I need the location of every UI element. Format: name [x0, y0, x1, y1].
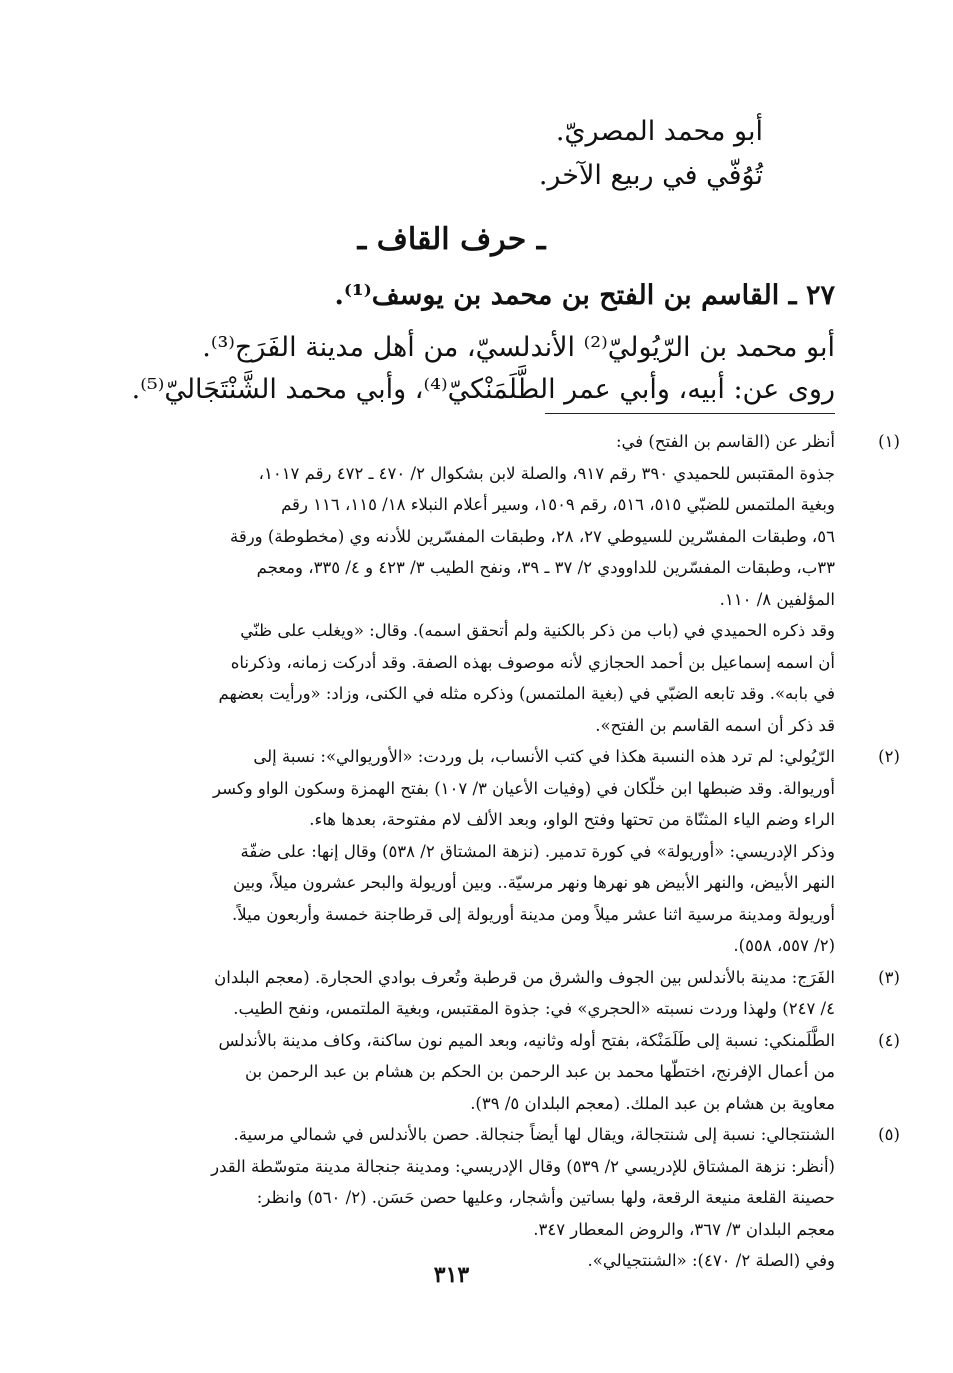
- top-line-2: تُوُفّي في ربيع الآخر.: [538, 160, 763, 191]
- footnote-line: وذكر الإدريسي: «أوريولة» في كورة تدمير. (نزهة المشتاق ٢/ ٥٣٨) وقال إنها: على ضفّة: [240, 841, 835, 861]
- footnote-line: (أنظر: نزهة المشتاق للإدريسي ٢/ ٥٣٩) وقال الإدريسي: ومدينة جنجالة مدينة متوسّطة القدر: [211, 1156, 835, 1176]
- entry-text-line-2: روى عن: أبيه، وأبي عمر الطَّلَمَنْكيّ⁽⁴⁾، وأبي محمد الشَّنْتَجَاليّ⁽⁵⁾.: [131, 374, 835, 405]
- footnote-line: حصينة القلعة منيعة الرقعة، ولها بساتين وأشجار، وعليها حصن حَسَن. (٢/ ٥٦٠) وانظر:: [256, 1188, 835, 1207]
- footnote-number: (١): [878, 432, 900, 451]
- footnote-line: من أعمال الإفرنج، اختطّها محمد بن عبد الرحمن بن الحكم بن هشام بن عبد الرحمن بن: [244, 1062, 835, 1081]
- footnote-line: في بابه». وقد تابعه الضبّي في (بغية الملتمس) وذكره مثله في الكنى، وزاد: «ورأيت بعضهم: [218, 684, 835, 703]
- section-heading: ـ حرف القاف ـ: [357, 222, 546, 257]
- footnote-line: أوريولة ومدينة مرسية اثنا عشر ميلاً ومن مدينة أوريولة إلى قرطاجنة خمسة وأربعون ميلاً.: [232, 904, 835, 924]
- footnote-5: [118, 1119, 900, 1277]
- footnote-line: الطَّلَمنكي: نسبة إلى طَلَمَنْكة، بفتح أوله وثانيه، وبعد الميم نون ساكنة، وكاف مدينة بالأندلس: [218, 1030, 835, 1050]
- footnote-number: (٥): [878, 1125, 900, 1144]
- entry-text-line-1: أبو محمد بن الرّيُوليّ⁽²⁾ الأندلسيّ، من أهل مدينة الفَرَج⁽³⁾.: [202, 332, 835, 363]
- footnote-line: ٣٣ب، وطبقات المفسّرين للداوودي ٢/ ٣٧ ـ ٣٩، ونفح الطيب ٣/ ٤٢٣ و ٤/ ٣٣٥، ومعجم: [256, 558, 835, 577]
- footnote-line: وفي (الصلة ٢/ ٤٧٠): «الشنتجيالي».: [587, 1251, 835, 1270]
- footnote-number: (٢): [878, 747, 900, 766]
- entry-heading: ٢٧ ـ القاسم بن الفتح بن محمد بن يوسف⁽¹⁾.: [334, 280, 835, 311]
- footnote-line: وقد ذكره الحميدي في (باب من ذكر بالكنية ولم أتحقق اسمه). وقال: «ويغلب على ظنّي: [240, 621, 835, 640]
- footnote-line: (٢/ ٥٥٧، ٥٥٨).: [733, 936, 835, 955]
- footnote-line: الراء وضم الياء المثنّاة من تحتها وفتح الواو، وبعد الألف لام مفتوحة، بعدها هاء.: [309, 810, 835, 829]
- footnote-line: جذوة المقتبس للحميدي ٣٩٠ رقم ٩١٧، والصلة لابن بشكوال ٢/ ٤٧٠ ـ ٤٧٢ رقم ١٠١٧،: [258, 463, 835, 483]
- footnote-line: الشنتجالي: نسبة إلى شنتجالة، ويقال لها أيضاً جنجالة. حصن بالأندلس في شمالي مرسية.: [233, 1125, 835, 1144]
- footnote-line: المؤلفين ٨/ ١١٠.: [719, 589, 835, 609]
- footnote-line: النهر الأبيض، والنهر الأبيض هو نهرها ونهر مرسيّة.. وبين أوريولة والبحر عشرون ميلاً، وبين: [232, 873, 835, 892]
- footnote-number: (٣): [878, 967, 900, 987]
- top-line-1: أبو محمد المصريّ.: [555, 116, 763, 147]
- footnotes: [118, 426, 900, 1277]
- footnote-line: أوريوالة. وقد ضبطها ابن خلّكان في (وفيات الأعيان ٣/ ١٠٧) بفتح الهمزة وسكون الواو وكسر: [213, 778, 835, 798]
- footnote-line: أن اسمه إسماعيل بن أحمد الحجازي لأنه موصوف بهذه الصفة. وقد أدركت زمانه، وذكرناه: [230, 652, 835, 672]
- footnote-separator: [545, 413, 835, 414]
- footnote-2: [118, 741, 900, 962]
- footnote-line: معاوية بن هشام بن عبد الملك. (معجم البلدان ٥/ ٣٩).: [470, 1093, 835, 1113]
- footnote-line: قد ذكر أن اسمه القاسم بن الفتح».: [595, 715, 835, 735]
- footnote-line: ٤/ ٢٤٧) ولهذا وردت نسبته «الحجري» في: جذوة المقتبس، وبغية الملتمس، ونفح الطيب.: [233, 999, 835, 1018]
- footnote-line: أنظر عن (القاسم بن الفتح) في:: [615, 432, 835, 451]
- footnote-1: [118, 426, 900, 741]
- page-number: ٣١٣: [433, 1262, 470, 1288]
- footnote-line: معجم البلدان ٣/ ٣٦٧، والروض المعطار ٣٤٧.: [533, 1219, 835, 1239]
- footnote-line: ٥٦، وطبقات المفسّرين للسيوطي ٢٧، ٢٨، وطبقات المفسّرين للأدنه وي (مخطوطة) ورقة: [229, 526, 835, 546]
- footnote-4: [118, 1025, 900, 1120]
- footnote-3: [118, 962, 900, 1025]
- footnote-line: الرّيُولي: لم ترد هذه النسبة هكذا في كتب الأنساب، بل وردت: «الأوريوالي»: نسبة إلى: [253, 747, 835, 766]
- footnote-number: (٤): [878, 1030, 900, 1050]
- footnote-line: وبغية الملتمس للضبّي ٥١٥، ٥١٦، رقم ١٥٠٩، وسير أعلام النبلاء ١٨/ ١١٥، ١١٦ رقم: [281, 495, 835, 514]
- footnote-line: الفَرَج: مدينة بالأندلس بين الجوف والشرق من قرطبة وتُعرف بوادي الحجارة. (معجم البلدان: [214, 967, 835, 987]
